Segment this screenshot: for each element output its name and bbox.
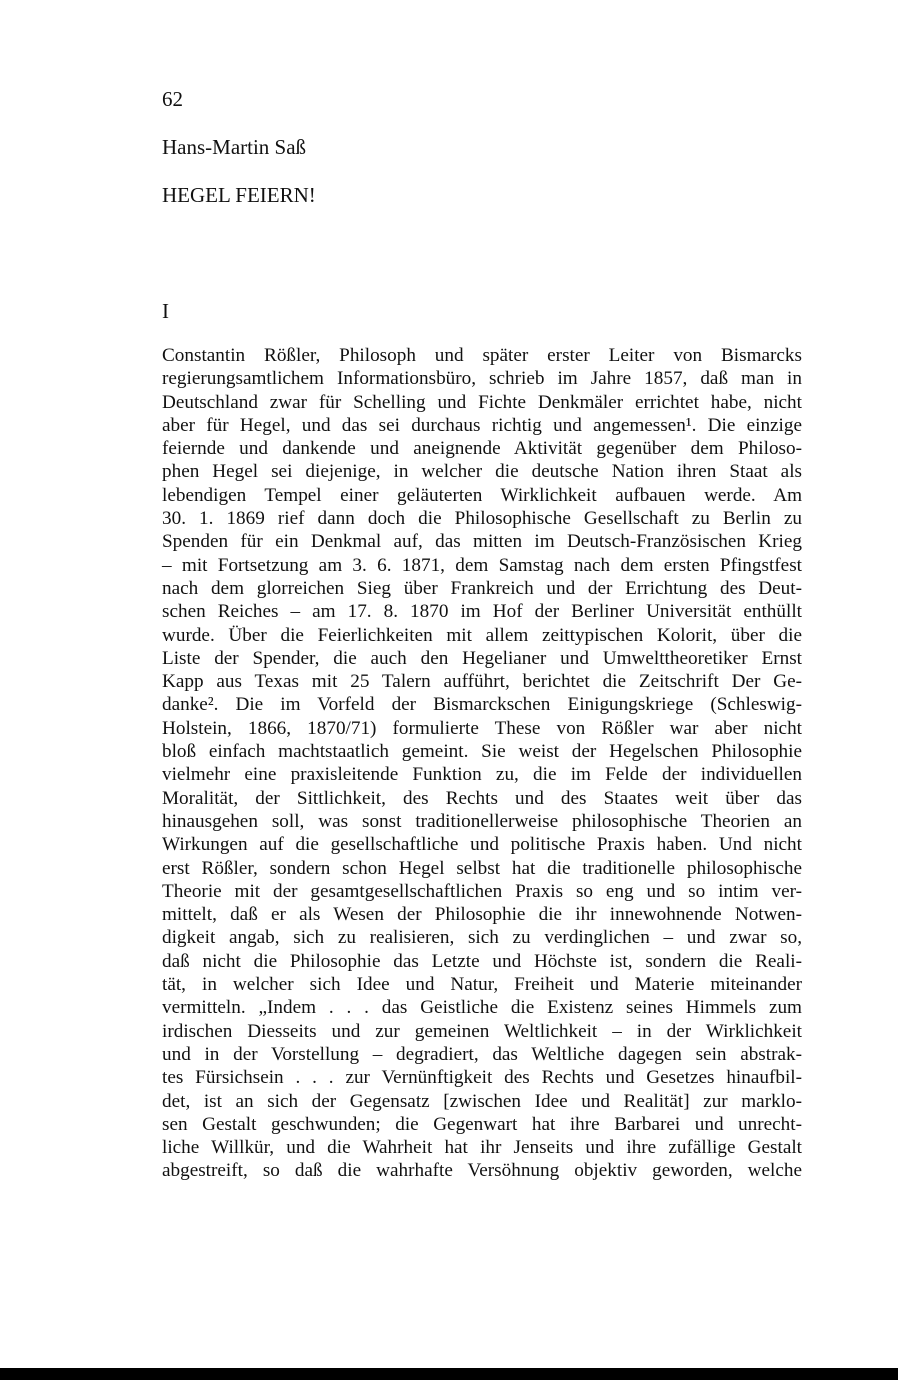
body-line: sen Gestalt geschwunden; die Gegenwart hat ihre Barbarei und unrecht- <box>162 1113 802 1135</box>
body-line: tes Fürsichsein . . . zur Vernünftigkeit des Rechts und Gesetzes hinaufbil- <box>162 1067 802 1089</box>
body-line: erst Rößler, sondern schon Hegel selbst hat die traditionelle philosophische <box>162 857 802 879</box>
body-line: regierungsamtlichem Informationsbüro, schrieb im Jahre 1857, daß man in <box>162 368 802 390</box>
body-line: Moralität, der Sittlichkeit, des Rechts und des Staates weit über das <box>162 787 802 809</box>
body-line: schen Reiches – am 17. 8. 1870 im Hof der Berliner Universität enthüllt <box>162 601 802 623</box>
body-line: phen Hegel sei diejenige, in welcher die deutsche Nation ihren Staat als <box>162 461 802 483</box>
body-line: daß nicht die Philosophie das Letzte und Höchste ist, sondern die Reali- <box>162 950 802 972</box>
body-line: abgestreift, so daß die wahrhafte Versöhnung objektiv geworden, welche <box>162 1160 802 1182</box>
body-line: liche Willkür, und die Wahrheit hat ihr Jenseits und ihre zufällige Gestalt <box>162 1137 802 1159</box>
body-line: Deutschland zwar für Schelling und Fichte Denkmäler errichtet habe, nicht <box>162 391 802 413</box>
body-line: tät, in welcher sich Idee und Natur, Freiheit und Materie miteinander <box>162 974 802 996</box>
body-line: bloß einfach machtstaatlich gemeint. Sie weist der Hegelschen Philosophie <box>162 741 802 763</box>
body-line: hinausgehen soll, was sonst traditionellerweise philosophische Theorien an <box>162 810 802 832</box>
body-line: mittelt, daß er als Wesen der Philosophie die ihr innewohnende Notwen- <box>162 904 802 926</box>
section-numeral: I <box>162 299 169 323</box>
body-line: Kapp aus Texas mit 25 Talern aufführt, berichtet die Zeitschrift Der Ge- <box>162 671 802 693</box>
body-line: – mit Fortsetzung am 3. 6. 1871, dem Samstag nach dem ersten Pfingstfest <box>162 554 802 576</box>
body-line: Holstein, 1866, 1870/71) formulierte These von Rößler war aber nicht <box>162 717 802 739</box>
body-line: Wirkungen auf die gesellschaftliche und politische Praxis haben. Und nicht <box>162 834 802 856</box>
author-name: Hans-Martin Saß <box>162 135 307 159</box>
body-line: wurde. Über die Feierlichkeiten mit allem zeittypischen Kolorit, über die <box>162 624 802 646</box>
body-line: vielmehr eine praxisleitende Funktion zu, die im Felde der individuellen <box>162 764 802 786</box>
body-line: 30. 1. 1869 rief dann doch die Philosophische Gesellschaft zu Berlin zu <box>162 508 802 530</box>
page-number: 62 <box>162 87 183 111</box>
body-line: digkeit angab, sich zu realisieren, sich zu verdinglichen – und zwar so, <box>162 927 802 949</box>
body-line: det, ist an sich der Gegensatz [zwischen Idee und Realität] zur marklo- <box>162 1090 802 1112</box>
bottom-scan-edge <box>0 1368 898 1380</box>
body-line: feiernde und dankende und aneignende Aktivität gegenüber dem Philoso- <box>162 438 802 460</box>
body-line: vermitteln. „Indem . . . das Geistliche die Existenz seines Himmels zum <box>162 997 802 1019</box>
body-line: aber für Hegel, und das sei durchaus richtig und angemessen¹. Die einzige <box>162 414 802 436</box>
body-line: irdischen Diesseits und zur gemeinen Weltlichkeit – in der Wirklichkeit <box>162 1020 802 1042</box>
body-line: nach dem glorreichen Sieg über Frankreich und der Errichtung des Deut- <box>162 577 802 599</box>
body-text <box>162 344 802 1183</box>
body-line: danke². Die im Vorfeld der Bismarckschen Einigungskriege (Schleswig- <box>162 694 802 716</box>
body-line: Spenden für ein Denkmal auf, das mitten im Deutsch-Französischen Krieg <box>162 531 802 553</box>
body-line: lebendigen Tempel einer geläuterten Wirklichkeit aufbauen werde. Am <box>162 484 802 506</box>
body-line: Liste der Spender, die auch den Hegelianer und Umwelttheoretiker Ernst <box>162 647 802 669</box>
body-line: und in der Vorstellung – degradiert, das Weltliche dagegen sein abstrak- <box>162 1043 802 1065</box>
body-line: Theorie mit der gesamtgesellschaftlichen Praxis so eng und so intim ver- <box>162 880 802 902</box>
body-line: Constantin Rößler, Philosoph und später erster Leiter von Bismarcks <box>162 345 802 366</box>
article-title: HEGEL FEIERN! <box>162 183 316 207</box>
